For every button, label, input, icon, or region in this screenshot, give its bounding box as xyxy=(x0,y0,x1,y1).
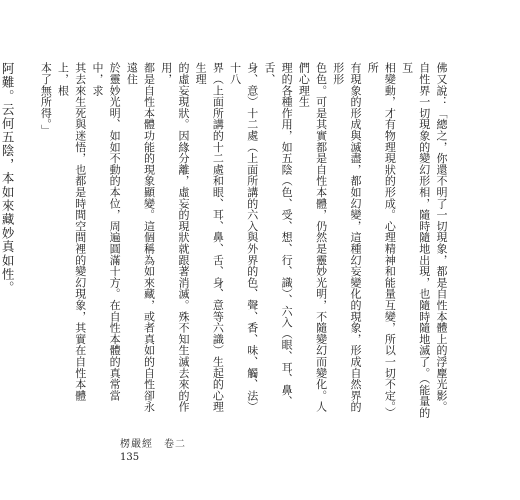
page-footer xyxy=(120,438,186,464)
commentary-line: 於靈妙光明、如如不動的本位，周遍圓滿十方。在自性本體的真常當中，求 xyxy=(90,62,122,401)
commentary-line: 身、意）十二處（上面所講的六入與外界的色、聲、香、味、觸、法）十八 xyxy=(228,62,259,413)
commentary-line: 相變動，才有物理現狀的形成。心理精神和能量互變，所以一切不定。）所 xyxy=(366,62,397,419)
commentary-line: 的虛妄現狀。因緣分離，虛妄的現狀就跟著消滅。殊不知生滅去來的作用， xyxy=(159,62,190,413)
sutra-line: 阿難。云何五陰，本如來藏妙真如性。 xyxy=(0,62,16,295)
paragraph-gap xyxy=(19,62,37,422)
commentary-line: 都是自性本體功能的現象顯變。這個稱為如來藏，或者真如的自性卻永遠住 xyxy=(125,62,156,413)
commentary-line: 自性界一切現象的變幻形相，隨時隨地出現，也隨時隨地滅了。（能量的互 xyxy=(400,62,431,419)
running-title: 楞嚴經 卷二 xyxy=(120,439,186,450)
commentary-line: 有現象的形成與滅盡，都如幻變，這種幻妄變化的現象，形成自然界的形形 xyxy=(331,62,362,413)
vertical-text-block xyxy=(0,62,450,422)
page-number: 135 xyxy=(120,452,140,463)
commentary-line: 佛又說：「總之，你還不明了一切現象，都是自性本體上的浮塵光影。 xyxy=(435,62,448,413)
commentary-line: 其去來生死與迷悟，也都是時間空間裡的變幻現象，其實在自性本體上，根 xyxy=(56,62,87,401)
commentary-line: 理的各種作用，如五陰（色、受、想、行、識）、六入（眼、耳、鼻、舌、 xyxy=(262,62,294,407)
commentary-line: 本了無所得。」 xyxy=(39,62,53,136)
commentary-line: 界（上面所講的十二處和眼、耳、鼻、舌、身、意等六識）生起的心理生理 xyxy=(194,62,225,413)
commentary-line: 色色。可是其實都是自性本體，仍然是靈妙光明，不隨變幻而變化。人們心理生 xyxy=(297,62,328,413)
